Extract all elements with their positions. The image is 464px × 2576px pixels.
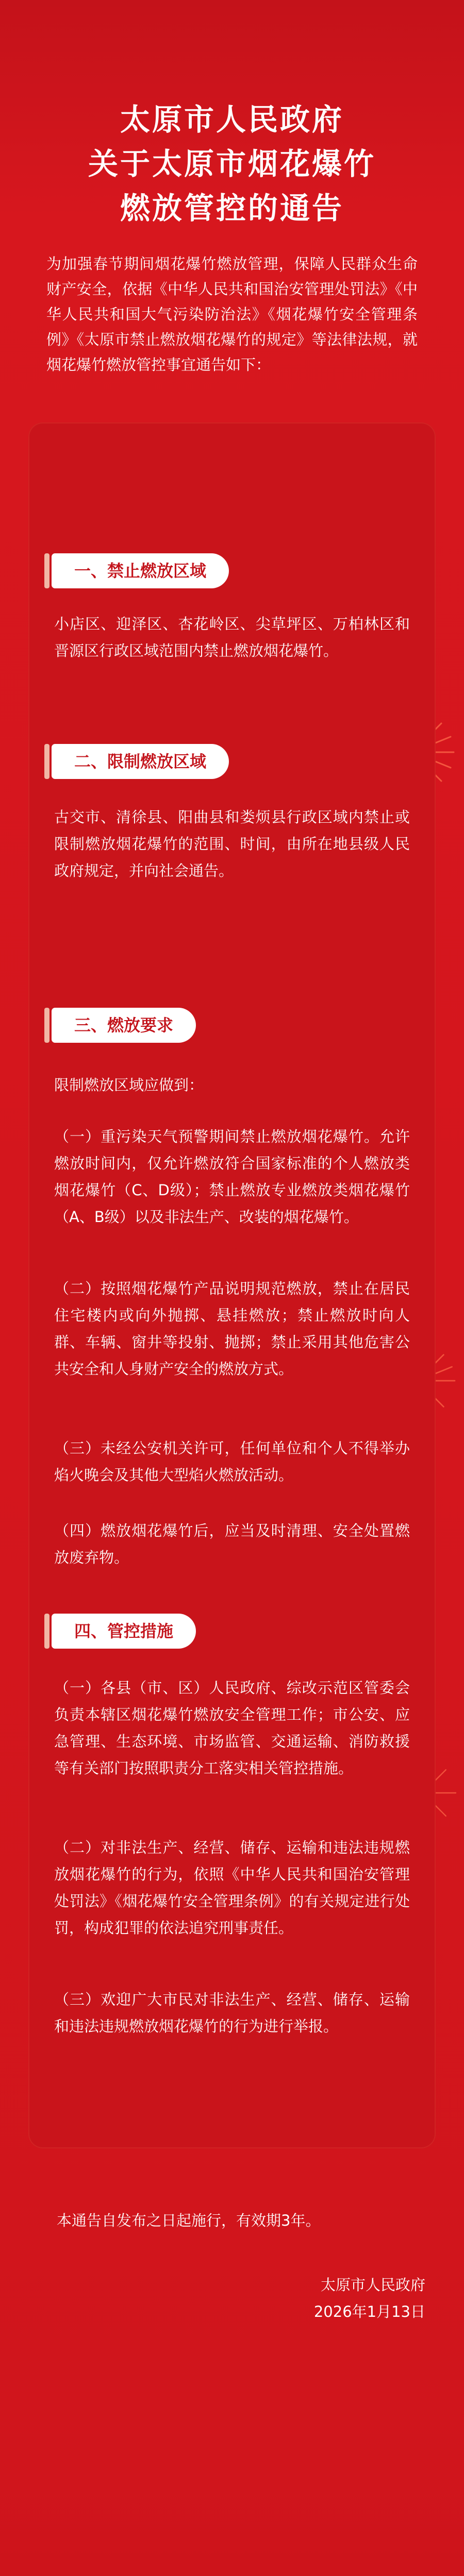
page-title-line-1: 太原市人民政府: [120, 102, 344, 137]
section-3-header: [52, 1006, 196, 1045]
section-3-paragraph-3: （二）按照烟花爆竹产品说明规范燃放，禁止在居民住宅楼内或向外抛掷、悬挂燃放；禁止燃放时向人群、车辆、窗井等投射、抛掷；禁止采用其他危害公共安全和人身财产安全的燃放方式。: [54, 1280, 410, 1378]
closing-note: 本通告自发布之日起施行，有效期3年。: [57, 2212, 321, 2229]
signature-org: 太原市人民政府: [320, 2276, 425, 2294]
page-title-line-2: 关于太原市烟花爆竹: [88, 146, 376, 181]
section-4-paragraph-2: （二）对非法生产、经营、储存、运输和违法违规燃放烟花爆竹的行为，依照《中华人民共和国治安管理处罚法》《烟花爆竹安全管理条例》的有关规定进行处罚，构成犯罪的依法追究刑事责任。: [54, 1839, 410, 1937]
section-2-title: 二、限制燃放区域: [52, 744, 229, 779]
section-1-header: [52, 551, 229, 590]
page-title-line-3: 燃放管控的通告: [120, 191, 344, 226]
section-3-paragraph-1: 限制燃放区域应做到：: [54, 1076, 204, 1094]
section-2-header: [52, 742, 229, 781]
section-3-paragraph-5: （四）燃放烟花爆竹后，应当及时清理、安全处置燃放废弃物。: [54, 1522, 410, 1566]
section-4-paragraph-1: （一）各县（市、区）人民政府、综改示范区管委会负责本辖区烟花爆竹燃放安全管理工作；市公安、应急管理、生态环境、市场监管、交通运输、消防救援等有关部门按照职责分工落实相关管控措施。: [54, 1679, 410, 1777]
section-4-paragraph-3: （三）欢迎广大市民对非法生产、经营、储存、运输和违法违规燃放烟花爆竹的行为进行举报。: [54, 1991, 410, 2035]
intro-paragraph: 为加强春节期间烟花爆竹燃放管理，保障人民群众生命财产安全，依据《中华人民共和国治安管理处罚法》《中华人民共和国大气污染防治法》《烟花爆竹安全管理条例》《太原市禁止燃放烟花爆竹的规定》等法律法规，就烟花爆竹燃放管控事宜通告如下：: [46, 255, 418, 374]
section-1-paragraph: 小店区、迎泽区、杏花岭区、尖草坪区、万柏林区和晋源区行政区域范围内禁止燃放烟花爆竹。: [54, 615, 410, 659]
section-1-title: 一、禁止燃放区域: [52, 553, 229, 588]
section-2-paragraph: 古交市、清徐县、阳曲县和娄烦县行政区域内禁止或限制燃放烟花爆竹的范围、时间，由所在地县级人民政府规定，并向社会通告。: [54, 808, 410, 879]
section-3-paragraph-2: （一）重污染天气预警期间禁止燃放烟花爆竹。允许燃放时间内，仅允许燃放符合国家标准的个人燃放类烟花爆竹（C、D级）；禁止燃放专业燃放类烟花爆竹（A、B级）以及非法生产、改装的烟花爆竹。: [54, 1128, 410, 1226]
signature-date: 2026年1月13日: [313, 2303, 425, 2320]
section-3-title: 三、燃放要求: [52, 1008, 196, 1043]
section-4-title: 四、管控措施: [52, 1614, 196, 1649]
section-4-header: [52, 1612, 196, 1651]
section-3-paragraph-4: （三）未经公安机关许可，任何单位和个人不得举办焰火晚会及其他大型焰火燃放活动。: [54, 1439, 410, 1484]
